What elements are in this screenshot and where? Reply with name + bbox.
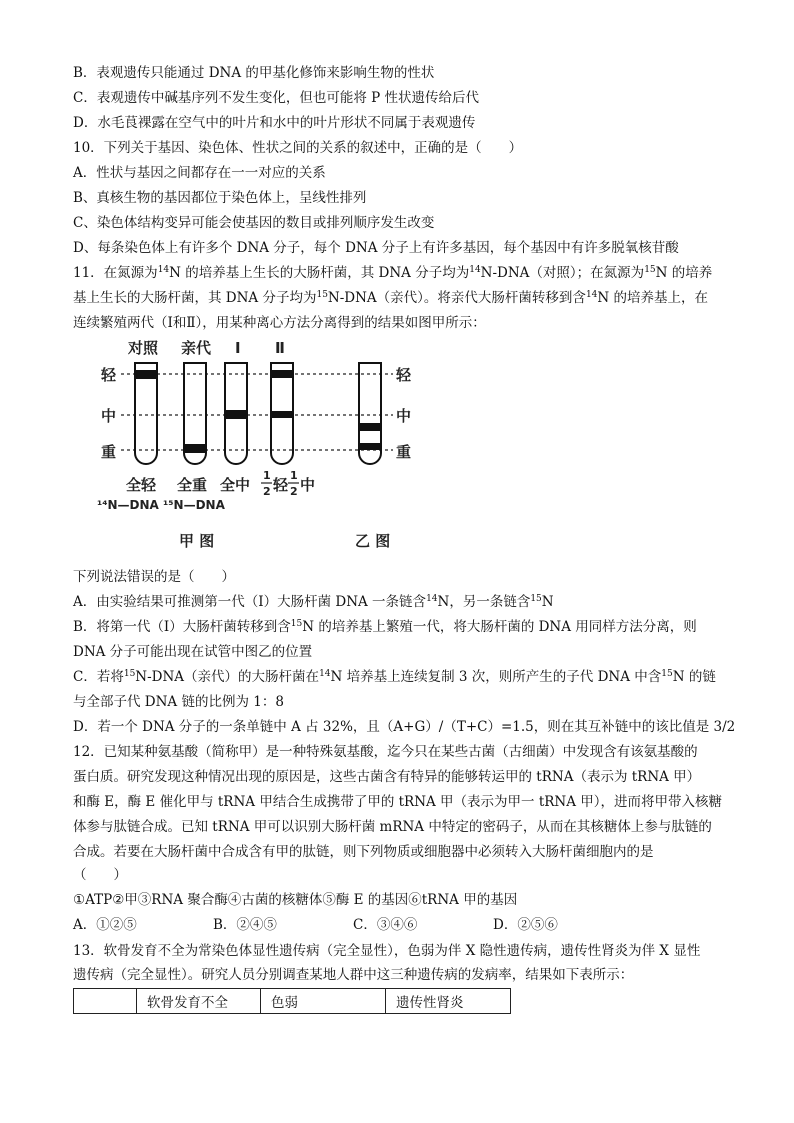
caption-figure-a: 甲 图 <box>179 532 215 550</box>
q9-option-c: C．表观遗传中碱基序列不发生变化，但也可能将 P 性状遗传给后代 <box>73 90 479 106</box>
band-control-light <box>136 370 156 379</box>
band-figure-b-heavy <box>360 443 380 450</box>
table-header-color-weakness: 色弱 <box>261 989 386 1014</box>
q11-stem-line2: 基上生长的大肠杆菌，其 DNA 分子均为$^{15}$N-DNA（亲代）。将亲代大肠杆菌转移到含$^{14}$N 的培养基上，在 <box>73 290 708 306</box>
label-gen1: Ⅰ <box>235 339 241 357</box>
q11-question: 下列说法错误的是（ ） <box>73 569 235 585</box>
label-control: 对照 <box>128 339 159 357</box>
right-label-heavy: 重 <box>396 443 412 461</box>
q12-option-b: B．②④⑤ <box>213 917 277 933</box>
q12-option-d: D．②⑤⑥ <box>493 917 558 933</box>
q10-option-d: D、每条染色体上有许多个 DNA 分子，每个 DNA 分子上有许多基因，每个基因中有许多脱氧核苷酸 <box>73 240 679 256</box>
q13-line2: 遗传病（完全显性）。研究人员分别调查某地人群中这三种遗传病的发病率，结果如下表所示： <box>73 967 634 983</box>
side-label-light: 轻 <box>101 366 117 384</box>
band-parent-heavy <box>185 444 205 453</box>
q11-option-c-line2: 与全部子代 DNA 链的比例为 1：8 <box>73 694 284 710</box>
q9-option-d: D．水毛茛裸露在空气中的叶片和水中的叶片形状不同属于表观遗传 <box>73 115 476 131</box>
q11-option-c-line1: C．若将$^{15}$N-DNA（亲代）的大肠杆菌在$^{14}$N 培养基上连续复制 3 次，则所产生的子代 DNA 中含$^{15}$N 的链 <box>73 669 716 685</box>
svg-text:1: 1 <box>290 469 298 482</box>
q10-option-a: A．性状与基因之间都存在一一对应的关系 <box>73 165 326 181</box>
q11-option-b-line1: B．将第一代（Ⅰ）大肠杆菌转移到含$^{15}$N 的培养基上繁殖一代，将大肠杆菌的 DNA 用同样方法分离，则 <box>73 619 697 635</box>
bottom-label-all-heavy: 全重 <box>177 476 208 494</box>
q12-line6: （ ） <box>73 867 127 883</box>
q12-option-a: A．①②⑤ <box>73 917 137 933</box>
band-figure-b-upper <box>360 423 380 431</box>
right-label-light: 轻 <box>396 366 412 384</box>
table-header-empty <box>74 989 137 1014</box>
q12-line1: 12．已知某种氨基酸（简称甲）是一种特殊氨基酸，迄今只在某些古菌（古细菌）中发现含有该氨基酸的 <box>73 744 698 760</box>
disease-rate-table <box>73 988 511 1014</box>
q9-option-b: B．表观遗传只能通过 DNA 的甲基化修饰来影响生物的性状 <box>73 65 435 81</box>
dna-type-labels: ¹⁴N—DNA ¹⁵N—DNA <box>97 498 225 512</box>
table-header-hereditary-nephritis: 遗传性肾炎 <box>386 989 511 1014</box>
q12-line3: 和酶 E，酶 E 催化甲与 tRNA 甲结合生成携带了甲的 tRNA 甲（表示为甲一 tRNA 甲），进而将甲带入核糖 <box>73 794 723 810</box>
q13-line1: 13．软骨发育不全为常染色体显性遗传病（完全显性），色弱为伴 X 隐性遗传病，遗传性肾炎为伴 X 显性 <box>73 943 701 959</box>
svg-text:1: 1 <box>263 469 271 482</box>
svg-text:2: 2 <box>290 485 298 498</box>
q12-option-c: C．③④⑥ <box>353 917 418 933</box>
side-label-middle: 中 <box>101 407 117 425</box>
q12-line2: 蛋白质。研究发现这种情况出现的原因是，这些古菌含有特异的能够转运甲的 tRNA（表示为 tRNA 甲） <box>73 769 701 785</box>
q11-stem-line3: 连续繁殖两代（Ⅰ和Ⅱ），用某种离心方法分离得到的结果如图甲所示： <box>73 315 486 331</box>
side-label-heavy: 重 <box>101 443 117 461</box>
svg-text:2: 2 <box>263 485 271 498</box>
band-gen2-middle <box>272 411 292 418</box>
q12-line5: 合成。若要在大肠杆菌中合成含有甲的肽链，则下列物质或细胞器中必须转入大肠杆菌细胞内的是 <box>73 844 654 860</box>
q12-line4: 体参与肽链合成。已知 tRNA 甲可以识别大肠杆菌 mRNA 中特定的密码子，从而在其核糖体上参与肽链的 <box>73 819 712 835</box>
caption-figure-b: 乙 图 <box>355 532 391 550</box>
right-label-middle: 中 <box>396 407 412 425</box>
q10-stem: 10．下列关于基因、染色体、性状之间的关系的叙述中，正确的是（ ） <box>73 140 523 156</box>
q11-option-a: A．由实验结果可推测第一代（Ⅰ）大肠杆菌 DNA 一条链含$^{14}$N，另一条链含$^{15}$N <box>73 594 554 610</box>
q11-option-d: D．若一个 DNA 分子的一条单链中 A 占 32%，且（A+G）/（T+C）=1.5，则在其互补链中的该比值是 3/2 <box>73 719 736 735</box>
table-header-row <box>74 989 511 1014</box>
q11-option-b-line2: DNA 分子可能出现在试管中图乙的位置 <box>73 644 313 660</box>
label-gen2: Ⅱ <box>275 339 285 357</box>
q12-line7: ①ATP②甲③RNA 聚合酶④古菌的核糖体⑤酶 E 的基因⑥tRNA 甲的基因 <box>73 892 518 908</box>
centrifugation-figure <box>93 333 428 565</box>
svg-text:中: 中 <box>300 476 316 494</box>
band-gen1-middle <box>226 410 246 419</box>
q10-option-b: B、真核生物的基因都位于染色体上，呈线性排列 <box>73 190 367 206</box>
table-header-achondroplasia: 软骨发育不全 <box>137 989 261 1014</box>
band-gen2-light <box>272 370 292 378</box>
svg-text:轻: 轻 <box>273 476 289 494</box>
q10-option-c: C、染色体结构变异可能会使基因的数目或排列顺序发生改变 <box>73 215 435 231</box>
bottom-label-all-middle: 全中 <box>220 476 251 494</box>
label-parent: 亲代 <box>181 339 212 357</box>
bottom-label-all-light: 全轻 <box>126 476 157 494</box>
q11-stem-line1: 11．在氮源为$^{14}$N 的培养基上生长的大肠杆菌，其 DNA 分子均为$^{14}$N-DNA（对照）；在氮源为$^{15}$N 的培养 <box>73 265 713 281</box>
